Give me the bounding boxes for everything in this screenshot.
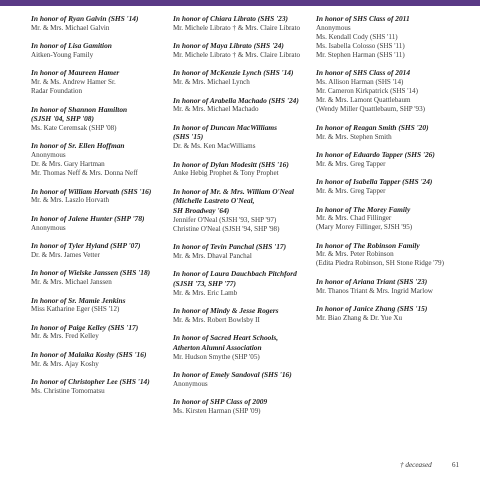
honoree-heading: In honor of Maureen Hamer: [31, 68, 120, 78]
honoree-heading: In honor of Sr. Ellen Hoffman: [31, 141, 125, 151]
honor-entry: [316, 277, 466, 296]
donor-names: Mr. Michele Librato † & Mrs. Claire Librato: [173, 23, 301, 32]
honoree-heading: In honor of Lisa Gamition: [31, 41, 112, 51]
honor-entry: [173, 123, 315, 151]
honoree-heading: In honor of Mindy & Jesse Rogers: [173, 306, 279, 316]
honoree-heading: In honor of Duncan MacWilliams (SHS '15): [173, 122, 278, 142]
donor-names: Mr. & Mrs. Michael Galvin: [31, 23, 110, 32]
donor-names: Mr. & Mrs. Peter Robinson (Edita Piedra Robinson, SH Stone Ridge '79): [316, 250, 444, 268]
honoree-heading: In honor of Dylan Modesitt (SHS '16): [173, 159, 289, 169]
honoree-heading: In honor of Ariana Triant (SHS '23): [316, 277, 428, 287]
honoree-heading: In honor of SHS Class of 2011: [316, 14, 410, 23]
donor-names: Mr. & Mrs. Chad Fillinger (Mary Morey Fillinger, SJSH '95): [316, 214, 413, 232]
page-number: 61: [452, 461, 459, 469]
honor-entry: [31, 105, 173, 133]
honor-entry: [316, 205, 466, 233]
honoree-heading: In honor of Mr. & Mrs. William O'Neal (Michelle Lastreto O'Neal, SH Broadway '64): [173, 186, 294, 215]
honor-entry: [173, 68, 315, 87]
donor-names: Mr. & Mrs. Michael Machado: [173, 105, 259, 114]
honoree-heading: In honor of Christopher Lee (SHS '14): [31, 377, 150, 387]
donor-names: Aitken-Young Family: [31, 50, 94, 59]
honoree-heading: In honor of Emely Sandoval (SHS '16): [173, 370, 292, 380]
honor-entry: [316, 123, 466, 142]
honoree-heading: In honor of Tevin Panchal (SHS '17): [173, 242, 287, 252]
honoree-heading: In honor of Tyler Hyland (SHP '07): [31, 241, 141, 251]
donor-names: Dr. & Mrs. James Vetter: [31, 250, 100, 259]
donor-names: Mr. Thanos Triant & Mrs. Ingrid Marlow: [316, 286, 433, 295]
donor-names: Mr. Michele Librato † & Mrs. Claire Librato: [173, 50, 301, 59]
honoree-heading: In honor of McKenzie Lynch (SHS '14): [173, 68, 294, 78]
honoree-heading: In honor of The Morey Family: [316, 204, 411, 214]
donor-names: Dr. & Ms. Ken MacWilliams: [173, 141, 256, 150]
honor-entry: [316, 14, 466, 60]
donor-names: Mr. & Mrs. Fred Kelley: [31, 332, 99, 341]
honoree-heading: In honor of Sr. Mamie Jenkins: [31, 295, 126, 305]
donor-names: Mr. & Mrs. Robert Bowlsby II: [173, 315, 260, 324]
honoree-heading: In honor of Malaika Koshy (SHS '16): [31, 349, 147, 359]
donor-names: Mr. & Mrs. Greg Tapper: [316, 159, 386, 168]
donor-names: Mr. Hudson Smythe (SHP '05): [173, 352, 260, 361]
honor-entry: [173, 41, 315, 60]
honoree-heading: In honor of Sacred Heart Schools, Atherton Alumni Association: [173, 333, 279, 352]
honor-entry: [31, 141, 173, 178]
honor-entry: [316, 68, 466, 114]
donor-names: Mr. & Mrs. Ajay Koshy: [31, 359, 99, 368]
donor-names: Ms. Christine Tomomatsu: [31, 386, 105, 395]
deceased-legend: † deceased: [400, 461, 432, 469]
column-3: [316, 14, 466, 331]
donor-names: Mr. & Mrs. Dhaval Panchal: [173, 251, 252, 260]
honor-entry: [173, 14, 315, 33]
donor-names: Anonymous: [31, 223, 66, 232]
honoree-heading: In honor of Wielske Janssen (SHS '18): [31, 268, 151, 278]
donor-names: Mr. & Ms. Andrew Hamer Sr. Radar Foundation: [31, 77, 116, 96]
top-accent-bar: [0, 0, 480, 6]
column-1: [31, 14, 173, 404]
honor-entry: [31, 214, 173, 233]
honoree-heading: In honor of SHP Class of 2009: [173, 397, 268, 407]
honor-entry: [31, 350, 173, 369]
honor-entry: [173, 242, 315, 261]
honoree-heading: In honor of Shannon Hamilton (SJSH '04, SHP '08): [31, 104, 128, 124]
honor-entry: [31, 323, 173, 342]
honoree-heading: In honor of Jalene Hunter (SHP '78): [31, 214, 145, 223]
honor-entry: [31, 377, 173, 396]
honoree-heading: In honor of Ryan Galvin (SHS '14): [31, 14, 139, 23]
donor-names: Jennifer O'Neal (SJSH '93, SHP '97) Christine O'Neal (SJSH '94, SHP '98): [173, 215, 280, 233]
honor-entry: [316, 304, 466, 323]
honor-entry: [31, 68, 173, 96]
honor-entry: [173, 187, 315, 234]
honor-entry: [173, 96, 315, 115]
honoree-heading: In honor of Reagan Smith (SHS '20): [316, 122, 429, 132]
column-2: [173, 14, 315, 425]
honoree-heading: In honor of Laura Dauchbach Pitchford (SJSH '73, SHP '77): [173, 269, 297, 288]
donor-names: Anke Hebig Prophet & Tony Prophet: [173, 169, 279, 178]
donor-names: Ms. Kate Ceremsak (SHP '08): [31, 123, 117, 132]
honor-entry: [31, 14, 173, 33]
donor-names: Mr. & Mrs. Laszlo Horvath: [31, 196, 110, 205]
honor-entry: [316, 177, 466, 196]
honoree-heading: In honor of Paige Kelley (SHS '17): [31, 322, 139, 332]
honoree-heading: In honor of The Robinson Family: [316, 240, 420, 250]
honoree-heading: In honor of Eduardo Tapper (SHS '26): [316, 150, 435, 160]
honoree-heading: In honor of Maya Librato (SHS '24): [173, 41, 284, 51]
honor-entry: [31, 296, 173, 315]
honor-entry: [173, 333, 315, 361]
donor-names: Ms. Allison Harman (SHS '14) Mr. Cameron Kirkpatrick (SHS '14) Mr. & Mrs. Lamont Quattlebaum (Wendy Miller Quattlebaum, SHP '93): [316, 78, 425, 114]
honor-entry: [173, 306, 315, 325]
honor-entry: [316, 150, 466, 169]
honor-entry: [31, 41, 173, 60]
honor-entry: [173, 160, 315, 179]
honoree-heading: In honor of SHS Class of 2014: [316, 68, 411, 78]
honor-entry: [31, 241, 173, 260]
donor-names: Mr. & Mrs. Greg Tapper: [316, 186, 386, 195]
honor-entry: [173, 397, 315, 416]
donor-names: Anonymous Ms. Kendall Cody (SHS '11) Ms. Isabella Colosso (SHS '11) Mr. Stephen Harman (SHS '11): [316, 23, 405, 59]
honoree-heading: In honor of William Horvath (SHS '16): [31, 186, 152, 196]
honoree-heading: In honor of Janice Zhang (SHS '15): [316, 304, 428, 314]
donor-names: Mr. Biao Zhang & Dr. Yue Xu: [316, 313, 403, 322]
honor-entry: [316, 241, 466, 269]
donor-names: Mr. & Mrs. Michael Janssen: [31, 277, 112, 286]
honoree-heading: In honor of Isabella Tapper (SHS '24): [316, 177, 433, 187]
honor-entry: [31, 187, 173, 206]
donor-names: Miss Katharine Eger (SHS '12): [31, 305, 120, 314]
donor-names: Mr. & Mrs. Stephen Smith: [316, 132, 392, 141]
honoree-heading: In honor of Chiara Librato (SHS '23): [173, 14, 288, 23]
donor-names: Anonymous: [173, 379, 208, 388]
honor-entry: [173, 269, 315, 297]
honoree-heading: In honor of Arabella Machado (SHS '24): [173, 95, 299, 105]
honor-entry: [173, 370, 315, 389]
honor-entry: [31, 268, 173, 287]
donor-names: Mr. & Mrs. Michael Lynch: [173, 77, 250, 86]
donor-names: Ms. Kirsten Harman (SHP '09): [173, 406, 261, 415]
donor-names: Anonymous Dr. & Mrs. Gary Hartman Mr. Thomas Neff & Mrs. Donna Neff: [31, 151, 138, 178]
donor-names: Mr. & Mrs. Eric Lamb: [173, 288, 238, 297]
